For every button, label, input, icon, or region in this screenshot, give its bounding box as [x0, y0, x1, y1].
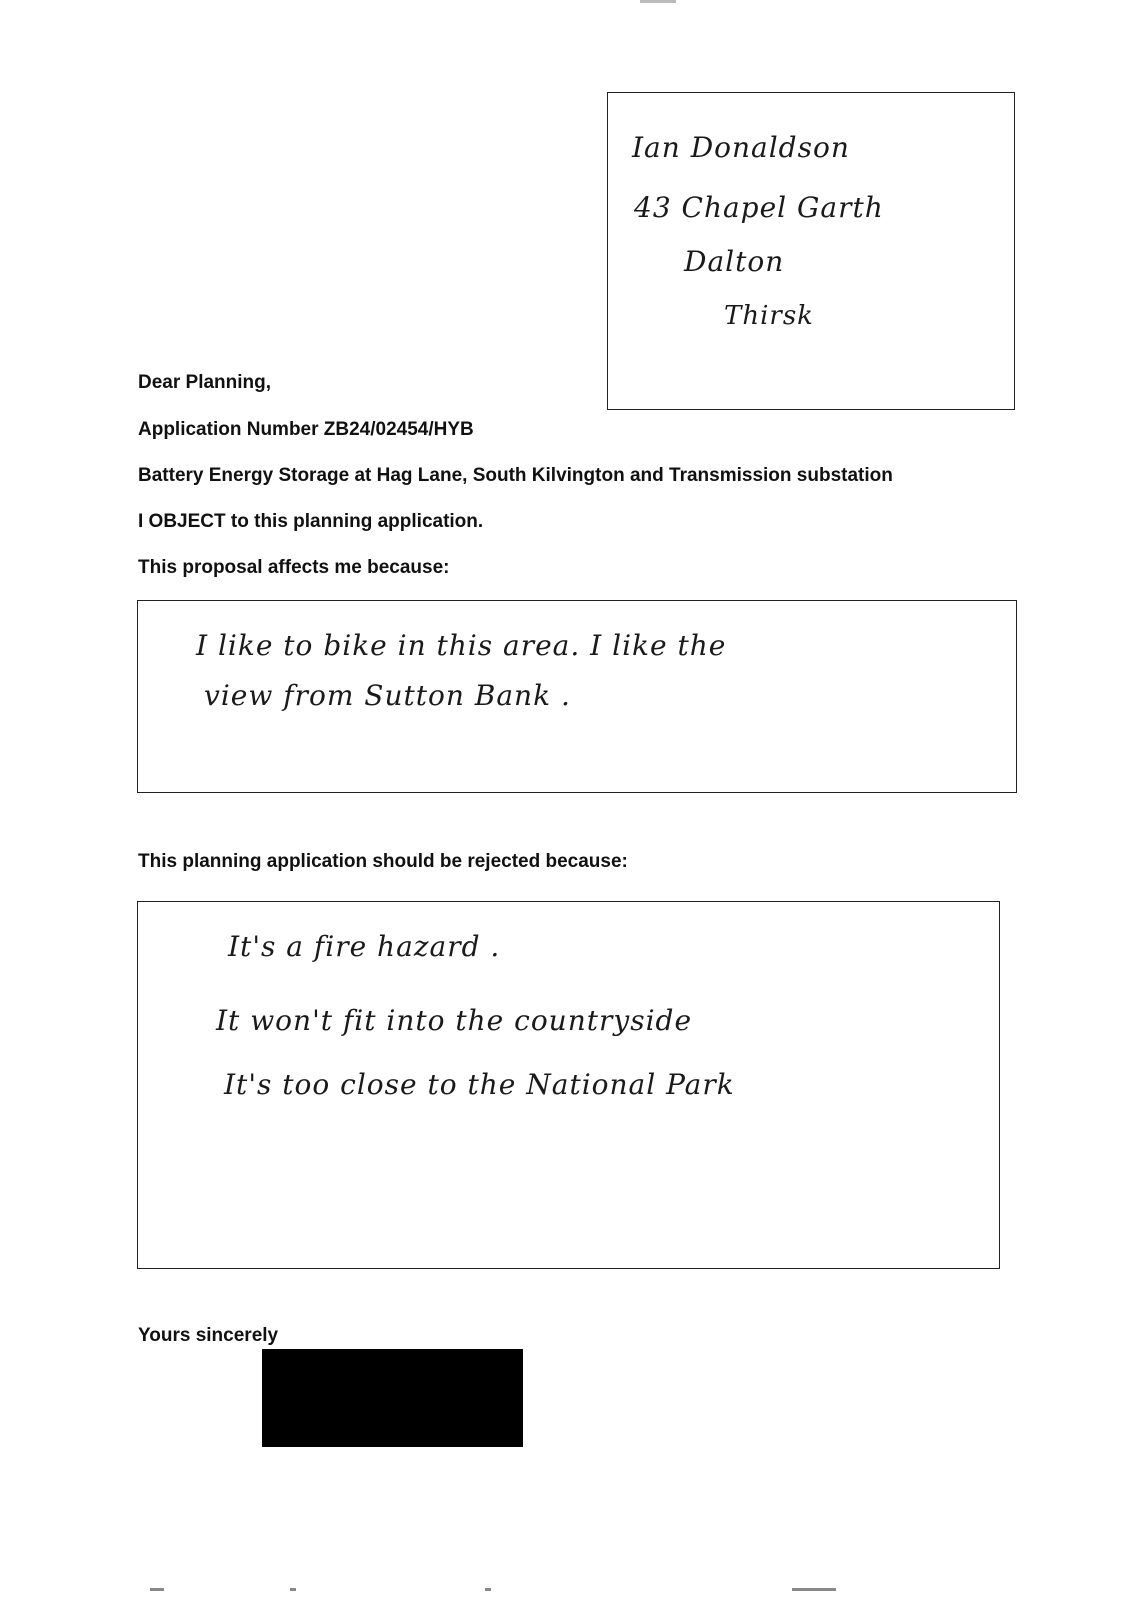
scan-artifact	[792, 1588, 836, 1591]
closing: Yours sincerely	[138, 1325, 279, 1346]
redacted-signature	[262, 1349, 523, 1447]
reject-response-box	[137, 901, 1000, 1269]
scan-artifact	[485, 1588, 491, 1591]
salutation: Dear Planning,	[138, 372, 272, 393]
reject-response-line: It won't fit into the countryside	[216, 1004, 693, 1037]
scan-artifact	[640, 0, 676, 3]
address-name: Ian Donaldson	[632, 131, 850, 164]
objection-statement: I OBJECT to this planning application.	[138, 511, 484, 532]
affects-response-box	[137, 600, 1017, 793]
affects-response-line: I like to bike in this area. I like the	[196, 629, 727, 662]
address-box	[607, 92, 1015, 410]
affects-response-line: view from Sutton Bank .	[204, 679, 571, 712]
reject-heading: This planning application should be rejected because:	[138, 851, 628, 872]
address-village: Dalton	[684, 245, 785, 278]
subject-line: Battery Energy Storage at Hag Lane, South Kilvington and Transmission substation	[138, 465, 893, 486]
address-street: 43 Chapel Garth	[634, 191, 884, 224]
address-town: Thirsk	[724, 301, 814, 331]
scan-artifact	[150, 1588, 164, 1591]
reject-response-line: It's too close to the National Park	[224, 1068, 735, 1101]
application-number: Application Number ZB24/02454/HYB	[138, 419, 474, 440]
affects-heading: This proposal affects me because:	[138, 557, 450, 578]
reject-response-line: It's a fire hazard .	[228, 930, 501, 963]
scan-artifact	[290, 1588, 296, 1591]
